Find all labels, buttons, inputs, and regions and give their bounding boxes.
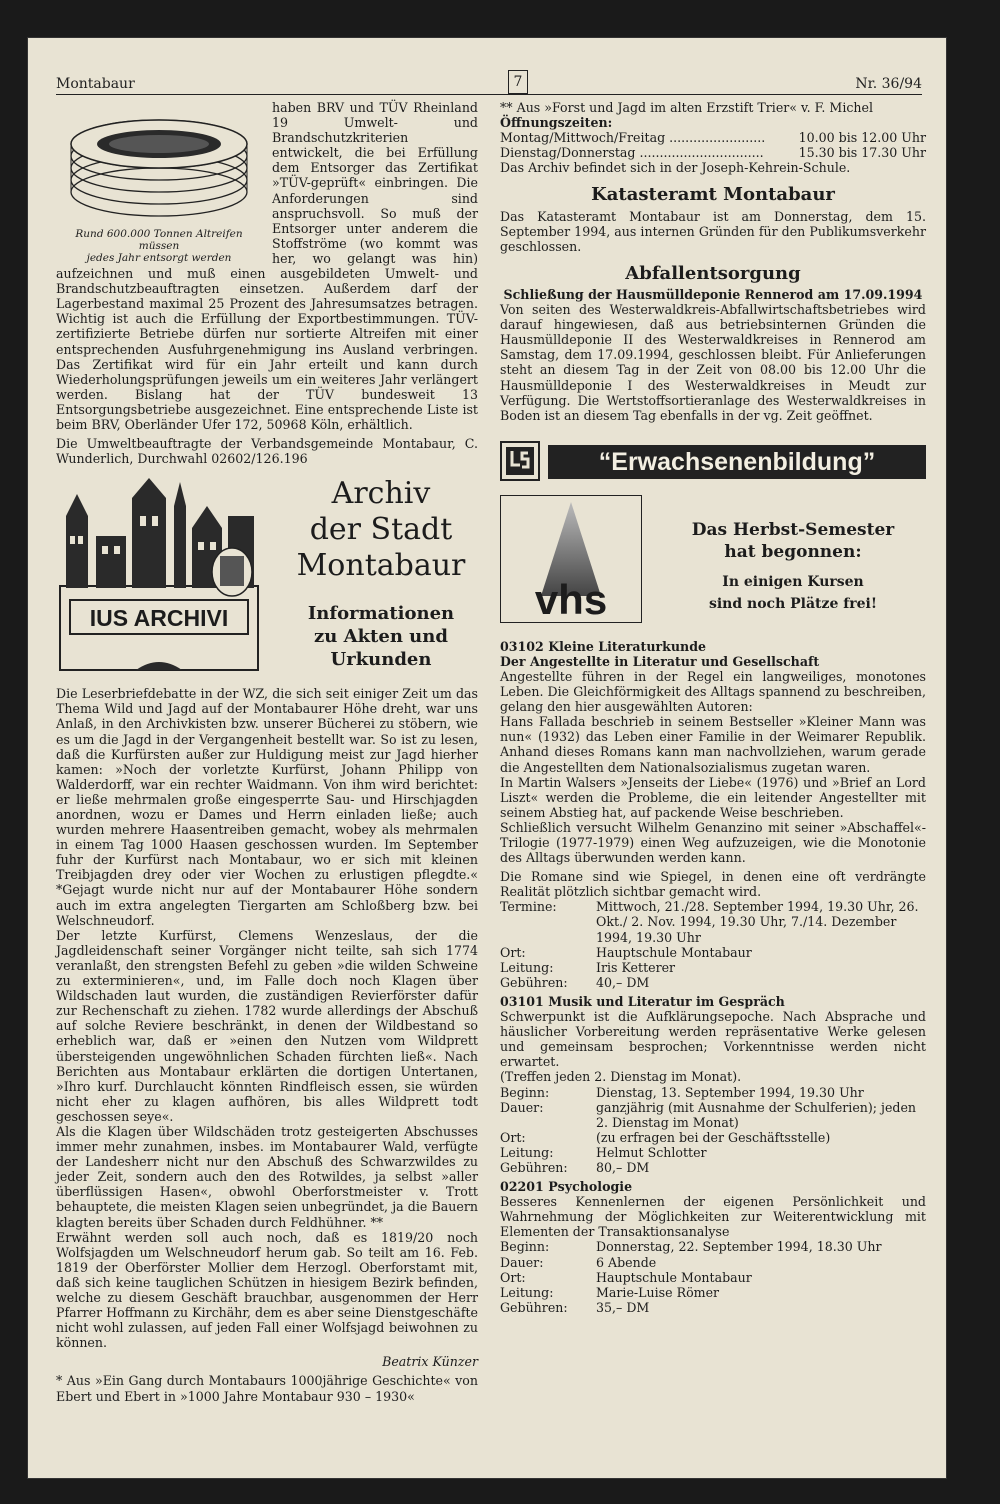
archiv-body-4: Erwähnt werden soll auch noch, daß es 1819/20 noch Wolfsjagden um Welschneudorf herum gab. So teilt am 16. Feb. 1819 der Oberförster Mollier dem Herzogl. Oberforstamt mit, daß sich keine tauglichen Schützen in hiesigem Bezirk befinden, welche zu diesem Geschäft brauchbar, ausgenommen der Herr Pfarrer Hoffmann zu Kirchähr, dem es aber seine Dienstgeschäfte nicht wohl zulassen, auf jeden Fall einer Wolfsjagd beiwohnen zu können. xyxy=(56,1229,478,1351)
page-header xyxy=(56,74,922,95)
abfall-heading: Abfallentsorgung xyxy=(625,262,801,284)
castle-illustration xyxy=(56,476,262,672)
archiv-section-header xyxy=(56,476,478,686)
archiv-subtitle: Informationen zu Akten und Urkunden xyxy=(307,603,455,671)
course-details: Beginn: Donnerstag, 22. September 1994, 18.30 Uhr Dauer: 6 Abende Ort: Hauptschule Montabaur Leitung: Marie-Luise Römer Gebühren: 35,– DM xyxy=(500,1239,882,1315)
course-text: Die Romane sind wie Spiegel, in denen eine oft verdrängte Realität plötzlich sichtbar gemacht wird. xyxy=(500,869,926,900)
course-text: Angestellte führen in der Regel ein langweiliges, monotones Leben. Die Gleichförmigkeit des Alltags spannend zu beschreiben, gelang den hier ausgewählten Autoren: xyxy=(500,668,926,715)
archiv-body-2: Der letzte Kurfürst, Clemens Wenzeslaus, der die Jagdleidenschaft seiner Vorgänger nicht teilte, sah sich 1774 veranlaßt, den strengsten Befehl zu geben »die wilden Schweine zu exterminieren«, und, im Falle doch noch Klagen über Wildschaden laut wurden, die zuständigen Revierförster dafür zur Rechenschaft zu ziehen. 1782 wurde allerdings der Abschuß auf solche Reviere beschränkt, in denen der Wildbestand so erheblich war, daß er »einen den Nutzen vom Wildprett übersteigenden ungewöhnlichen Schaden fürchten ließ«. Nach Berichten aus Montabaur erklärten die dortigen Untertanen, »Ihro kurf. Durchlaucht könnten Rindfleisch essen, sie würden nicht eher zu klagen aufhören, bis alles Wildprett todt geschossen seye«. xyxy=(56,927,478,1124)
abfall-text: Von seiten des Westerwaldkreis-Abfallwirtschaftsbetriebes wird darauf hingewiesen, daß aus betriebsinternen Gründen die Hausmülldeponie II des Westerwaldkreises in Rennerod am Samstag, dem 17.09.1994, geschlossen bleibt. Für Anlieferungen steht an diesem Tag in der Zeit von 08.00 bis 12.00 Uhr die Hausmülldeponie I des Westerwaldkreises in Meudt zur Verfügung. Die Wertstoffsortieranlage des Westerwaldkreises in Boden ist an diesem Tag ebenfalls in der vg. Zeit geöffnet. xyxy=(500,302,926,423)
course-text: Hans Fallada beschrieb in seinem Bestseller »Kleiner Mann was nun« (1932) das Leben einer Familie in der Weimarer Republik. Anhand dieses Romans kann man nachvollziehen, warum gerade die Angestellten dem Nationalsozialismus zugetan waren. xyxy=(500,714,926,775)
hours-row: Dienstag/Donnerstag ............................... 15.30 bis 17.30 Uhr xyxy=(500,145,926,161)
archiv-title: Archiv der Stadt Montabaur xyxy=(296,476,466,584)
banner-title: “Erwachsenenbildung” xyxy=(548,445,926,479)
course-text: Besseres Kennenlernen der eigenen Persönlichkeit und Wahrnehmung der Möglichkeiten zur Weiterentwicklung mit Elementen der Transaktionsanalyse xyxy=(500,1194,926,1240)
vhs-wordmark: vhs xyxy=(534,575,608,622)
author-signature: Beatrix Künzer xyxy=(382,1354,478,1370)
hours-note: Das Archiv befindet sich in der Joseph-Kehrein-Schule. xyxy=(500,160,851,176)
archiv-body-3: Als die Klagen über Wildschäden trotz gesteigerten Abschusses immer mehr zunahmen, insbes. im Montabaurer Wald, verfügte der Landesherr nicht nur den Abschuß des Schwarzwildes zu jeder Zeit, sondern auch den des Rotwildes, ja selbst »aller überflüssigen Hasen«, obwohl Oberforstmeister v. Trott behauptete, die meisten Klagen seien unbegründet, ja die Bauern klagten bereits über Schaden durch Feldhühner. ** xyxy=(56,1123,478,1230)
contact-text: Die Umweltbeauftragte der Verbandsgemeinde Montabaur, C. Wunderlich, Durchwahl 02602/126.196 xyxy=(56,436,478,467)
course-details: Beginn: Dienstag, 13. September 1994, 19.30 Uhr Dauer: ganzjährig (mit Ausnahme der Schulferien); jeden 2. Dienstag im Monat) Ort: (zu erfragen bei der Geschäftsstelle) Leitung: Helmut Schlotter Gebühren: 80,– DM xyxy=(500,1084,917,1175)
course-title: Der Angestellte in Literatur und Gesellschaft xyxy=(500,653,820,669)
vhs-logo xyxy=(500,495,642,623)
newspaper-page xyxy=(28,38,946,1478)
header-town: Montabaur xyxy=(56,76,135,92)
vhs-promo-row xyxy=(500,495,926,635)
tire-illustration xyxy=(56,100,262,264)
course-code: 02201 Psychologie xyxy=(500,1179,633,1195)
footnote: * Aus »Ein Gang durch Montabaurs 1000jährige Geschichte« von Ebert und Ebert in »1000 Jahre Montabaur 930 – 1930« xyxy=(56,1373,478,1404)
course-text: Schwerpunkt ist die Aufklärungsepoche. Nach Absprache und häuslicher Vorbereitung werden repräsentative Werke gelesen und gemeinsam besprochen; Vorkenntnisse werden nicht erwartet. xyxy=(500,1009,926,1070)
course-code: 03101 Musik und Literatur im Gespräch xyxy=(500,993,785,1009)
course-text: (Treffen jeden 2. Dienstag im Monat). xyxy=(500,1069,742,1085)
right-column xyxy=(500,100,926,1315)
footnote-2: ** Aus »Forst und Jagd im alten Erzstift Trier« v. F. Michel xyxy=(500,100,873,115)
page-number: 7 xyxy=(508,70,528,94)
course-code: 03102 Kleine Literaturkunde xyxy=(500,638,707,654)
course-text: Schließlich versucht Wilhelm Genanzino mit seiner »Abschaffel«- Trilogie (1977-1979) einen Weg aufzuzeigen, wie die Monotonie des Alltags überwunden werden kann. xyxy=(500,819,926,866)
vhs-mini-logo-icon xyxy=(500,441,540,481)
left-column xyxy=(56,100,478,1404)
semester-promo: Das Herbst-Semester hat begonnen: In einigen Kursen sind noch Plätze frei! xyxy=(691,519,895,612)
tire-caption: Rund 600.000 Tonnen Altreifen müssen jedes Jahr entsorgt werden xyxy=(75,228,243,264)
course-text: In Martin Walsers »Jenseits der Liebe« (1976) und »Brief an Lord Liszt« werden die Probleme, die ein leitender Angestellter mit seinem Abstieg hat, auf packende Weise beschrieben. xyxy=(500,774,926,820)
course-details: Termine: Mittwoch, 21./28. September 1994, 19.30 Uhr, 26. Okt./ 2. Nov. 1994, 19.30 Uhr, 7./14. Dezember 1994, 19.30 Uhr Ort: Hauptschule Montabaur Leitung: Iris Ketterer Gebühren: 40,– DM xyxy=(500,899,919,990)
tire-article-text: haben BRV und TÜV Rheinland 19 Umwelt- und Brandschutzkriterien entwickelt, die bei Erfüllung dem Entsorger das Zertifikat »TÜV-geprüft« einbringen. Die Anforderungen sind anspruchsvoll. So muß der Entsorger unter anderem die Stoffströme (wo kommt was her, wo gelangt was hin) aufzeichnen und muß einen ausgebildeten Umwelt- und Brandschutzbeauftragten einsetzen. Außerdem darf der Lagerbestand maximal 25 Prozent des Jahresumsatzes betragen. Wichtig ist auch die Erfüllung der Exportbestimmungen. TÜV-zertifizierte Betriebe dürfen nur sortierte Altreifen mit einer entsprechenden Ausfuhrgenehmigung ins Ausland verbringen. Das Zertifikat wird für ein Jahr erteilt und kann durch Wiederholungsprüfungen jeweils um ein weiteres Jahr verlängert werden. Bislang hat der TÜV bundesweit 13 Entsorgungsbetriebe ausgezeichnet. Eine entsprechende Liste ist beim BRV, Oberländer Ufer 172, 50968 Köln, erhältlich. xyxy=(56,100,478,432)
hours-title: Öffnungszeiten: xyxy=(500,115,613,131)
ius-archivi-label: IUS ARCHIVI xyxy=(89,605,229,632)
erwachsenenbildung-banner xyxy=(500,441,926,481)
archiv-body-1: Die Leserbriefdebatte in der WZ, die sich seit einiger Zeit um das Thema Wild und Jagd auf der Montabaurer Höhe dreht, war uns Anlaß, in den Archivkisten bzw. unserer Bücherei zu stöbern, wie es um die Jagd in der Vergangenheit bestellt war. So ist zu lesen, daß die Kurfürsten außer zur Huldigung meist zur Jagd hierher kamen: »Noch der vorletzte Kurfürst, Johann Philipp von Walderdorff, war ein rechter Waidmann. Von ihm wird berichtet: er ließe mehrmalen große eingesperrte Sau- und Hirschjagden anordnen, wozu er Dames und Herrn einladen ließe; auch wurden mehrere Haasentreiben gemacht, wobey als mehrmalen in einem Tag 1000 Haasen geschossen wurden. Im September fuhr der Kurfürst nach Montabaur, wo er sich mit kleinen Treibjagden drey oder vier Wochen zu erlustigen pflegdte.« *Gejagt wurde nicht nur auf der Montabaurer Höhe sondern auch im extra angelegten Tiergarten am Schloßberg bzw. bei Welschneudorf. xyxy=(56,686,478,928)
tire-stack-image xyxy=(56,100,262,224)
kataster-text: Das Katasteramt Montabaur ist am Donnerstag, dem 15. September 1994, aus internen Gründen für den Publikumsverkehr geschlossen. xyxy=(500,208,926,254)
abfall-subheading: Schließung der Hausmülldeponie Rennerod am 17.09.1994 xyxy=(503,286,923,302)
issue-number: Nr. 36/94 xyxy=(855,76,922,92)
hours-row: Montag/Mittwoch/Freitag ........................ 10.00 bis 12.00 Uhr xyxy=(500,130,926,146)
kataster-heading: Katasteramt Montabaur xyxy=(591,184,835,206)
